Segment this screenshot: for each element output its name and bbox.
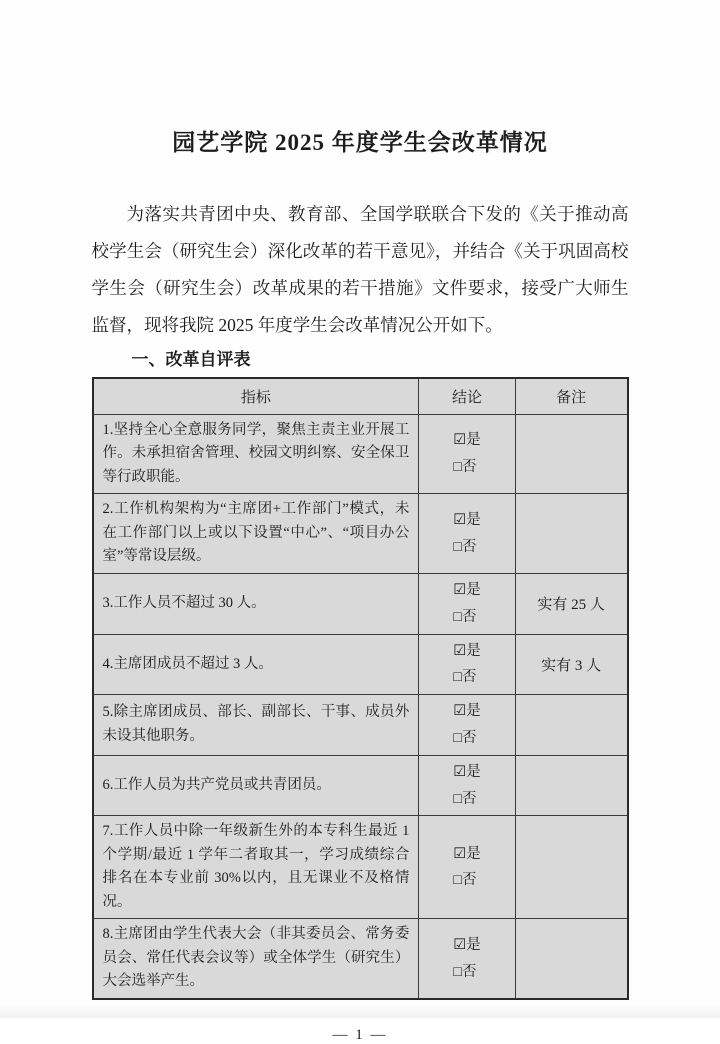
page-number: — 1 — <box>332 1026 388 1043</box>
conclusion-cell <box>419 695 515 756</box>
checkbox-no: □否 <box>453 963 477 980</box>
indicator-cell: 2.工作机构架构为“主席团+工作部门”模式，未在工作部门以上或以下设置“中心”、“项目办公室”等常设层级。 <box>93 494 419 573</box>
remark-cell <box>515 415 627 494</box>
checkbox-yes: ☑是 <box>453 642 481 659</box>
conclusion-cell <box>419 494 515 573</box>
checkbox-group <box>453 932 481 986</box>
table-row <box>93 755 628 816</box>
conclusion-cell <box>419 919 515 999</box>
checkbox-group <box>453 698 481 752</box>
self-evaluation-table <box>92 377 629 1000</box>
table-row <box>93 494 628 573</box>
column-header-remark: 备注 <box>515 378 627 415</box>
checkbox-no: □否 <box>453 459 477 476</box>
conclusion-cell <box>419 634 515 695</box>
indicator-cell: 6.工作人员为共产党员或共青团员。 <box>93 755 419 816</box>
remark-cell <box>515 919 627 999</box>
remark-cell <box>515 816 627 919</box>
checkbox-no: □否 <box>453 669 477 686</box>
indicator-cell: 5.除主席团成员、部长、副部长、干事、成员外未设其他职务。 <box>93 695 419 756</box>
indicator-cell: 4.主席团成员不超过 3 人。 <box>93 634 419 695</box>
checkbox-yes: ☑是 <box>453 763 481 780</box>
table-row <box>93 634 628 695</box>
checkbox-group <box>453 841 481 895</box>
intro-paragraph: 为落实共青团中央、教育部、全国学联联合下发的《关于推动高校学生会（研究生会）深化改革的若干意见》，并结合《关于巩固高校学生会（研究生会）改革成果的若干措施》文件要求，接受广大师生监督，现将我院 2025 年度学生会改革情况公开如下。 <box>91 204 629 335</box>
remark-cell <box>515 695 627 756</box>
column-header-indicator: 指标 <box>93 378 419 415</box>
section-heading: 一、改革自评表 <box>131 350 251 369</box>
conclusion-cell <box>419 816 515 919</box>
checkbox-yes: ☑是 <box>453 511 481 528</box>
indicator-cell: 8.主席团由学生代表大会（非其委员会、常务委员会、常任代表会议等）或全体学生（研究生）大会选举产生。 <box>93 919 419 999</box>
checkbox-yes: ☑是 <box>453 845 481 862</box>
table-row <box>93 415 628 494</box>
conclusion-cell <box>419 415 515 494</box>
document-title: 园艺学院 2025 年度学生会改革情况 <box>172 130 548 155</box>
checkbox-no: □否 <box>453 790 477 807</box>
column-header-conclusion: 结论 <box>419 378 515 415</box>
indicator-cell: 3.工作人员不超过 30 人。 <box>93 573 419 634</box>
checkbox-yes: ☑是 <box>453 703 481 720</box>
checkbox-yes: ☑是 <box>453 432 481 449</box>
indicator-cell: 1.坚持全心全意服务同学，聚焦主责主业开展工作。未承担宿舍管理、校园文明纠察、安全保卫等行政职能。 <box>93 415 419 494</box>
checkbox-group <box>453 427 481 481</box>
table-header-row <box>93 378 628 415</box>
checkbox-yes: ☑是 <box>453 936 481 953</box>
checkbox-no: □否 <box>453 872 477 889</box>
remark-cell: 实有 3 人 <box>515 634 627 695</box>
checkbox-no: □否 <box>453 729 477 746</box>
conclusion-cell <box>419 755 515 816</box>
indicator-cell: 7.工作人员中除一年级新生外的本专科生最近 1 个学期/最近 1 学年二者取其一，学习成绩综合排名在本专业前 30%以内，且无课业不及格情况。 <box>93 816 419 919</box>
conclusion-cell <box>419 573 515 634</box>
remark-cell <box>515 494 627 573</box>
checkbox-group <box>453 507 481 561</box>
checkbox-no: □否 <box>453 538 477 555</box>
table-row <box>93 573 628 634</box>
table-row <box>93 816 628 919</box>
checkbox-group <box>453 577 481 631</box>
table-row <box>93 919 628 999</box>
checkbox-yes: ☑是 <box>453 581 481 598</box>
remark-cell <box>515 755 627 816</box>
remark-cell: 实有 25 人 <box>515 573 627 634</box>
checkbox-group <box>453 638 481 692</box>
table-row <box>93 695 628 756</box>
checkbox-no: □否 <box>453 608 477 625</box>
checkbox-group <box>453 759 481 813</box>
